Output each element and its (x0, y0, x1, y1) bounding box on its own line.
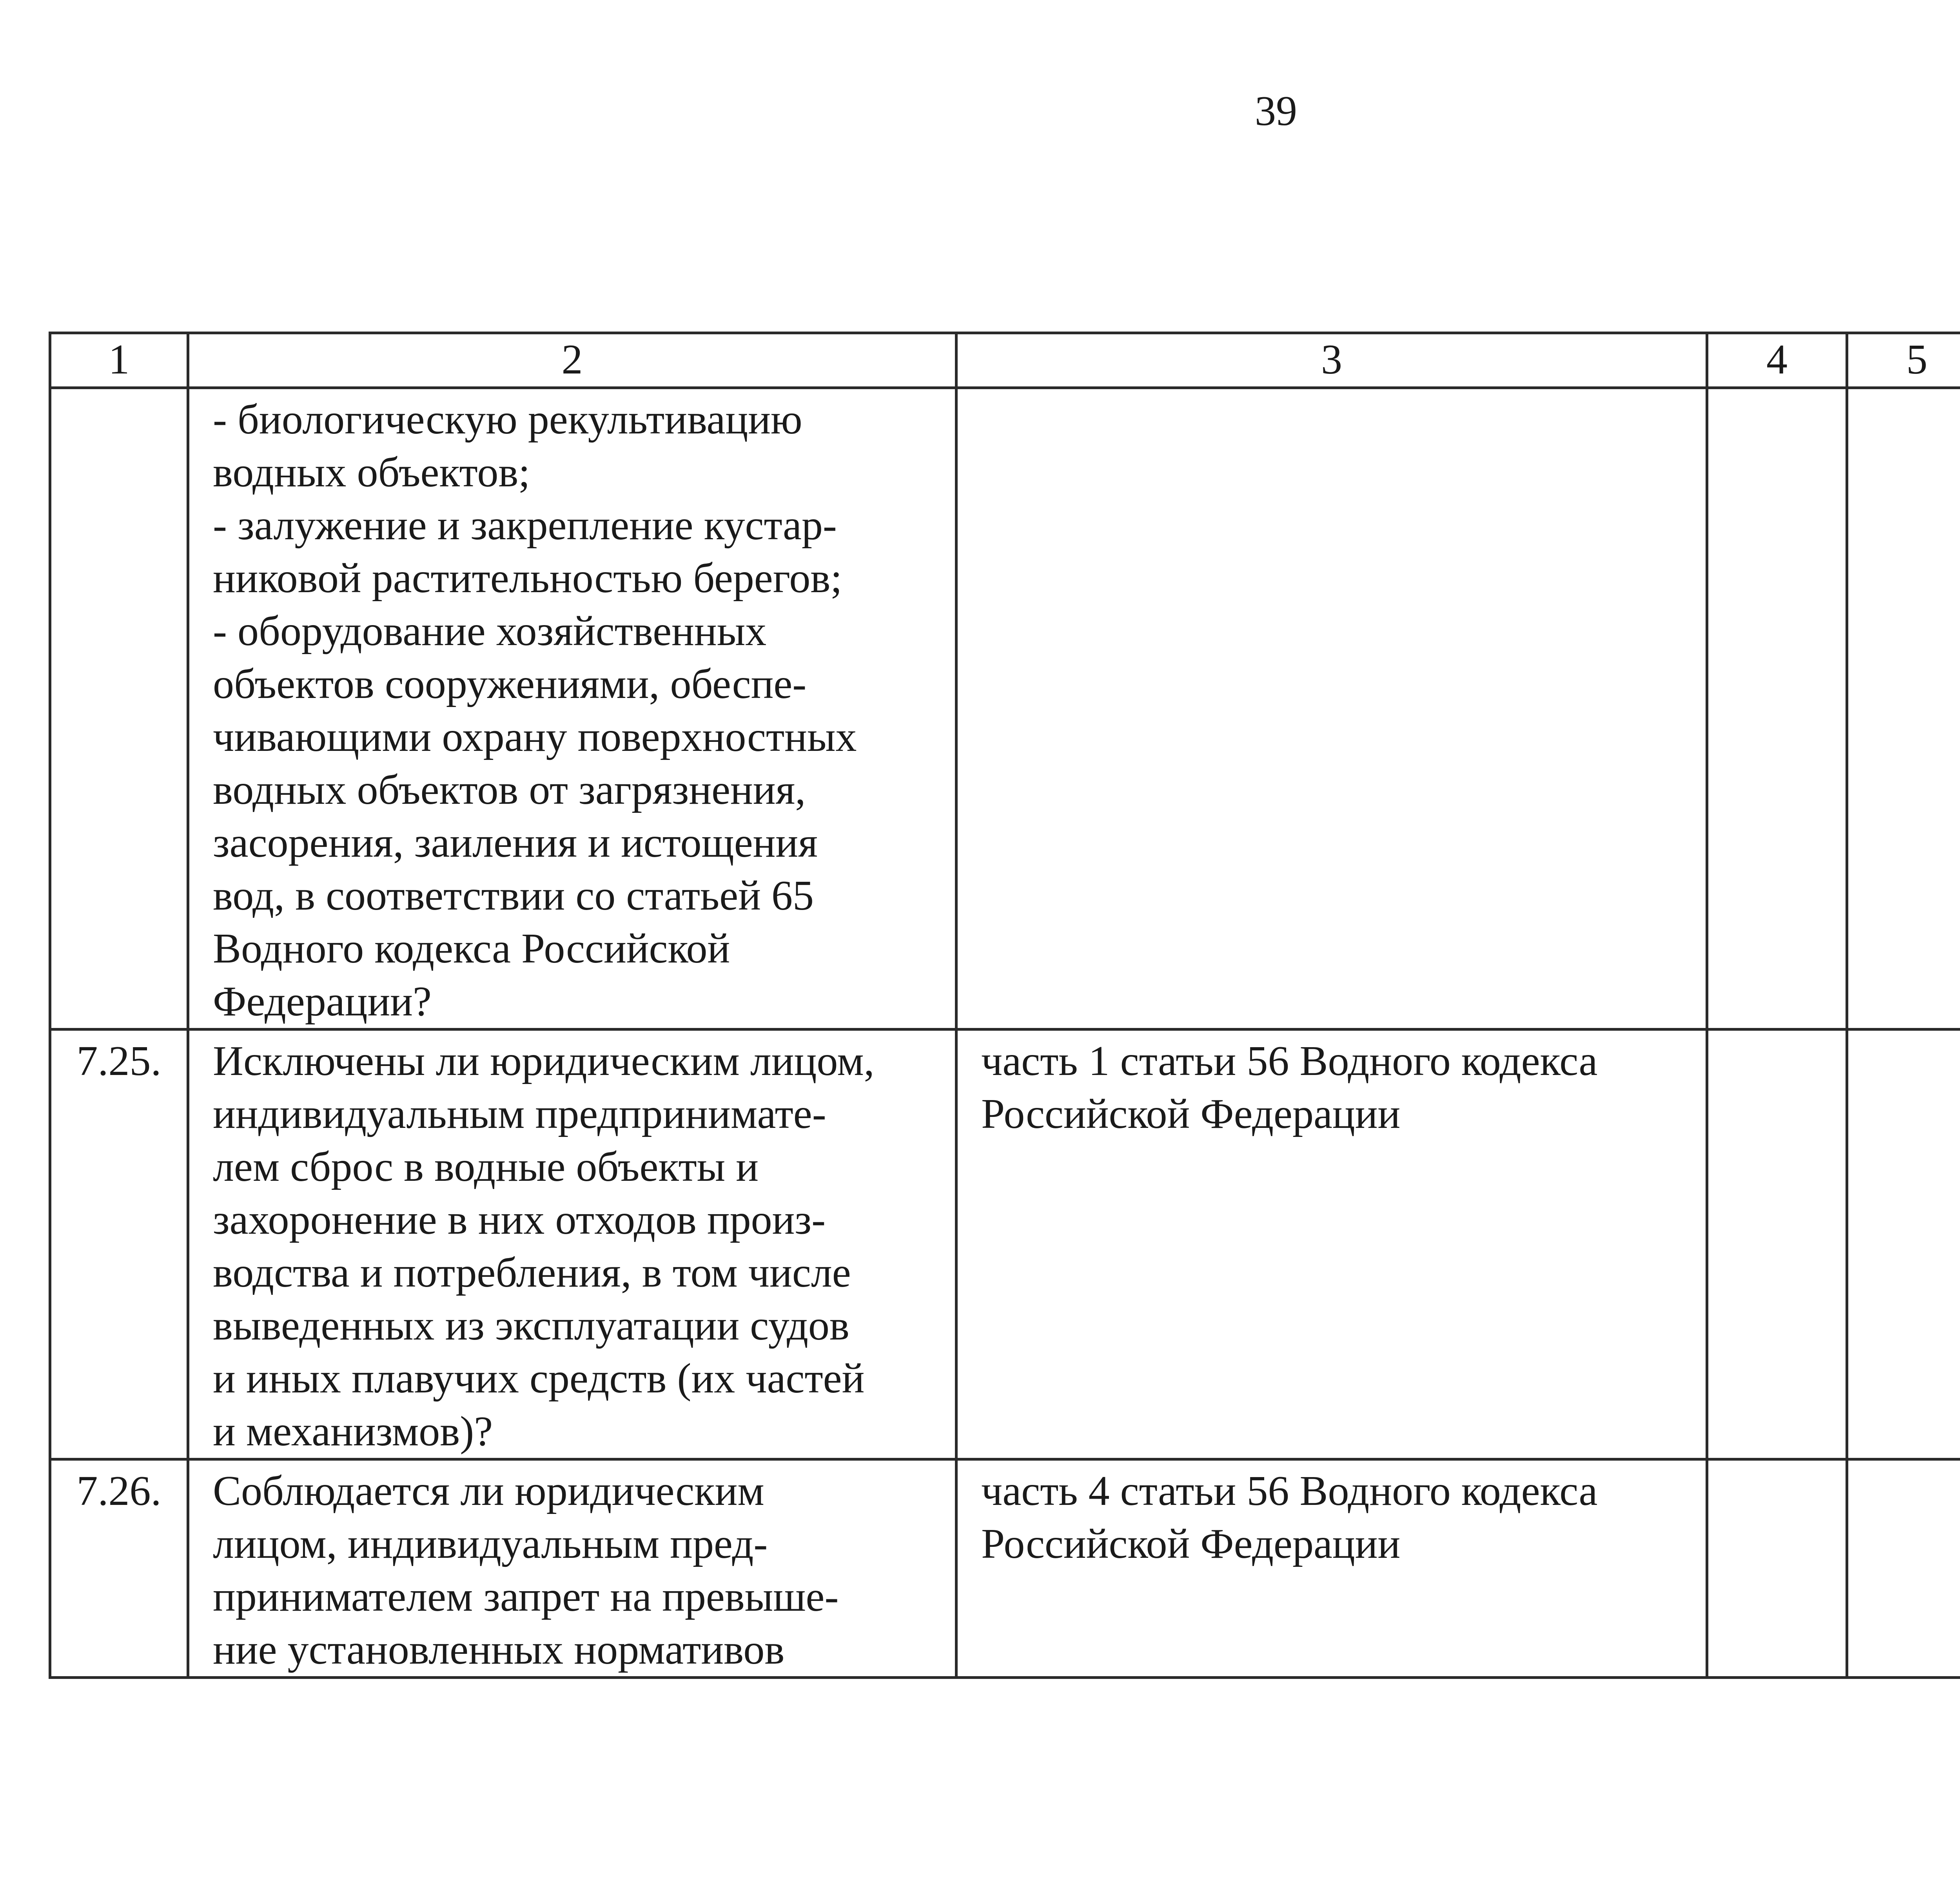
reference-text (958, 389, 1706, 393)
reference-text: часть 1 статьи 56 Водного кодекса Российской Федерации (981, 1038, 1598, 1137)
header-cell-1: 1 (50, 333, 188, 388)
table-row (50, 1459, 1960, 1678)
question-cell (188, 1459, 956, 1678)
reference-cell (956, 1459, 1707, 1678)
checklist-table (49, 332, 1960, 1679)
empty-cell (1707, 1459, 1847, 1678)
header-cell-2: 2 (188, 333, 956, 388)
table-header-row (50, 333, 1960, 388)
reference-cell (956, 388, 1707, 1030)
question-text: Исключены ли юридическим лицом, индивидуальным предпринимате- лем сброс в водные объекты и захоронение в них отходов произ- водства и потребления, в том числе выведенных из эксплуатации судов и иных плавучих средств (их частей и механизмов)? (213, 1038, 875, 1455)
empty-cell (1847, 1459, 1960, 1678)
empty-cell (1847, 1030, 1960, 1459)
empty-cell (1707, 388, 1847, 1030)
row-number (51, 389, 187, 393)
empty-cell (1847, 388, 1960, 1030)
row-number-cell (50, 1459, 188, 1678)
question-cell (188, 388, 956, 1030)
table-row (50, 388, 1960, 1030)
table-row (50, 1030, 1960, 1459)
question-text: Соблюдается ли юридическим лицом, индивидуальным пред- принимателем запрет на превыше- ние установленных нормативов (213, 1468, 839, 1673)
row-number: 7.26. (76, 1468, 162, 1514)
question-text: - биологическую рекультивацию водных объектов; - залужение и закрепление кустар- никовой растительностью берегов; - оборудование хозяйственных объектов сооружениями, обеспе- чивающими охрану поверхностных водных объектов от загрязнения, засорения, заиления и истощения вод, в соответствии со статьей 65 Водного кодекса Российской Федерации? (213, 396, 857, 1025)
row-number-cell (50, 1030, 188, 1459)
empty-cell (1707, 1030, 1847, 1459)
header-cell-3: 3 (956, 333, 1707, 388)
page-number: 39 (1255, 88, 1297, 134)
reference-text: часть 4 статьи 56 Водного кодекса Российской Федерации (981, 1468, 1598, 1567)
question-cell (188, 1030, 956, 1459)
header-cell-4: 4 (1707, 333, 1847, 388)
reference-cell (956, 1030, 1707, 1459)
header-cell-5: 5 (1847, 333, 1960, 388)
row-number-cell (50, 388, 188, 1030)
row-number: 7.25. (76, 1038, 162, 1084)
